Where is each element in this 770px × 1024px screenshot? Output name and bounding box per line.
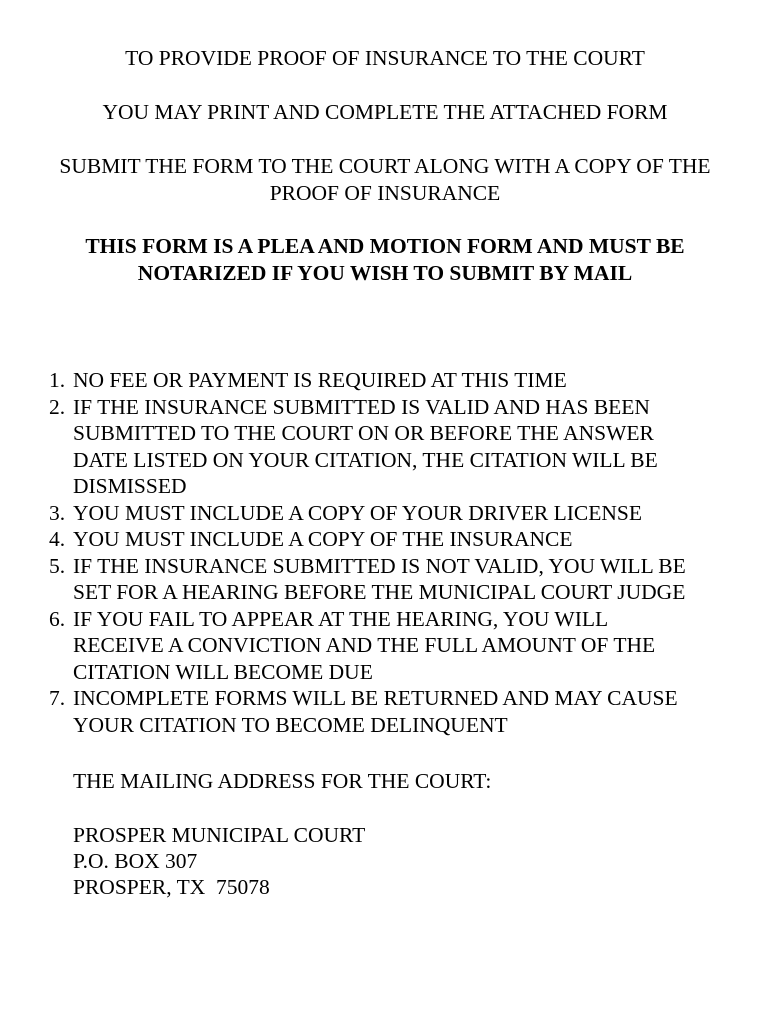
list-item-line: DATE LISTED ON YOUR CITATION, THE CITATION WILL BE [73, 447, 658, 472]
list-item-number: 2. [49, 394, 66, 419]
court-name: PROSPER MUNICIPAL COURT [73, 823, 366, 847]
list-item-line: DISMISSED [73, 474, 187, 498]
list-item-line: SET FOR A HEARING BEFORE THE MUNICIPAL COURT JUDGE [73, 580, 686, 604]
list-item [45, 500, 745, 527]
list-item [45, 394, 745, 500]
list-item-number: 5. [49, 553, 66, 578]
list-item [45, 606, 745, 686]
list-item-number: 4. [49, 527, 66, 551]
list-item [45, 367, 745, 394]
notice-line-b: NOTARIZED IF YOU WISH TO SUBMIT BY MAIL [137, 261, 633, 285]
list-item-line: YOU MUST INCLUDE A COPY OF YOUR DRIVER LICENSE [73, 500, 642, 525]
instructions-list [45, 367, 745, 738]
list-item-line: CITATION WILL BECOME DUE [73, 659, 373, 684]
list-item-line: IF YOU FAIL TO APPEAR AT THE HEARING, YOU WILL [73, 606, 609, 631]
list-item-line: NO FEE OR PAYMENT IS REQUIRED AT THIS TIME [73, 368, 567, 392]
list-item-line: YOU MUST INCLUDE A COPY OF THE INSURANCE [73, 527, 573, 551]
list-item [45, 526, 745, 553]
list-item-number: 1. [49, 368, 66, 392]
notice-line-a: THIS FORM IS A PLEA AND MOTION FORM AND MUST BE [85, 234, 685, 258]
list-item-line: INCOMPLETE FORMS WILL BE RETURNED AND MAY CAUSE [73, 686, 678, 710]
po-box: P.O. BOX 307 [73, 849, 198, 873]
list-item-number: 3. [49, 500, 66, 525]
list-item-line: IF THE INSURANCE SUBMITTED IS NOT VALID, YOU WILL BE [73, 553, 686, 578]
list-item [45, 685, 745, 738]
list-item-number: 7. [49, 686, 66, 710]
list-item-number: 6. [49, 606, 66, 631]
list-item [45, 553, 745, 606]
instruction-line-2: YOU MAY PRINT AND COMPLETE THE ATTACHED FORM [102, 100, 668, 124]
instruction-line-3b: PROOF OF INSURANCE [269, 181, 501, 205]
mailing-heading: THE MAILING ADDRESS FOR THE COURT: [73, 769, 492, 793]
list-item-line: YOUR CITATION TO BECOME DELINQUENT [73, 712, 508, 737]
list-item-line: IF THE INSURANCE SUBMITTED IS VALID AND HAS BEEN [73, 394, 650, 419]
city-state-zip: PROSPER, TX 75078 [73, 875, 270, 899]
list-item-line: RECEIVE A CONVICTION AND THE FULL AMOUNT OF THE [73, 633, 656, 657]
instruction-line-1: TO PROVIDE PROOF OF INSURANCE TO THE COURT [125, 46, 645, 70]
instruction-line-3a: SUBMIT THE FORM TO THE COURT ALONG WITH A COPY OF THE [59, 154, 711, 178]
list-item-line: SUBMITTED TO THE COURT ON OR BEFORE THE ANSWER [73, 421, 654, 445]
